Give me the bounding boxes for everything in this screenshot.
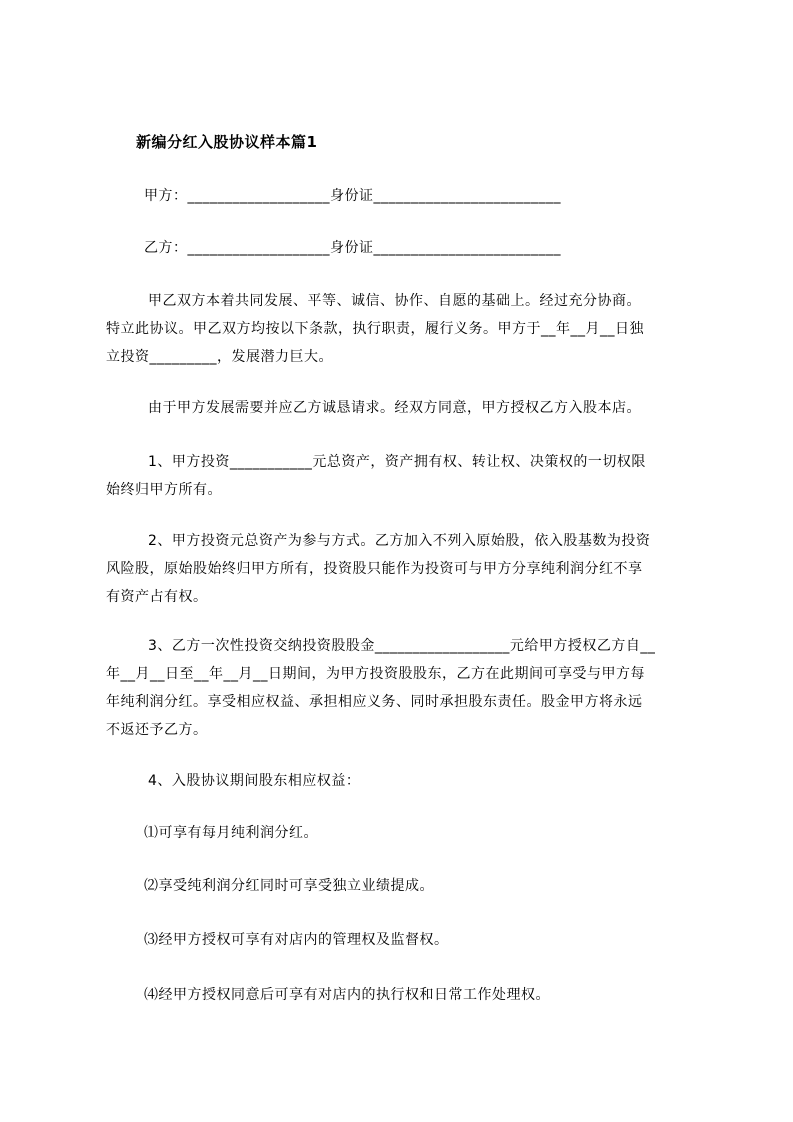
right-2: ⑵享受纯利润分红同时可享受独立业绩提成。 xyxy=(144,878,434,894)
authorization-paragraph xyxy=(106,394,701,422)
right-1: ⑴可享有每月纯利润分红。 xyxy=(144,825,318,841)
party-a-line: 甲方：___________________身份证_________________________ xyxy=(144,188,561,204)
clause-1 xyxy=(106,448,701,504)
authorization-line: 由于甲方发展需要并应乙方诚恳请求。经双方同意，甲方授权乙方入股本店。 xyxy=(148,400,641,416)
document-title: 新编分红入股协议样本篇1 xyxy=(136,133,318,151)
clause-3-line-4: 不返还予乙方。 xyxy=(106,722,208,738)
intro-paragraph xyxy=(106,287,701,371)
clause-2-line-1: 2、甲方投资元总资产为参与方式。乙方加入不列入原始股，依入股基数为投资 xyxy=(148,533,651,549)
intro-line-3: 立投资_________，发展潜力巨大。 xyxy=(106,349,333,365)
clause-2-line-3: 有资产占有权。 xyxy=(106,589,208,605)
clause-3-line-2: 年__月__日至__年__月__日期间，为甲方投资股股东，乙方在此期间可享受与甲方每 xyxy=(106,666,645,682)
right-4: ⑷经甲方授权同意后可享有对店内的执行权和日常工作处理权。 xyxy=(144,987,550,1003)
clause-1-line-2: 始终归甲方所有。 xyxy=(106,482,222,498)
clause-3-line-1: 3、乙方一次性投资交纳投资股股金__________________元给甲方授权乙方自__ xyxy=(148,638,656,654)
clause-2 xyxy=(106,527,701,611)
clause-3 xyxy=(106,632,701,744)
intro-line-1: 甲乙双方本着共同发展、平等、诚信、协作、自愿的基础上。经过充分协商。 xyxy=(148,293,641,309)
clause-4-heading: 4、入股协议期间股东相应权益： xyxy=(148,773,361,789)
clause-3-line-3: 年纯利润分红。享受相应权益、承担相应义务、同时承担股东责任。股金甲方将永远 xyxy=(106,694,643,710)
party-b-line: 乙方：___________________身份证_________________________ xyxy=(144,240,561,256)
right-3: ⑶经甲方授权可享有对店内的管理权及监督权。 xyxy=(144,932,449,948)
clause-2-line-2: 风险股，原始股始终归甲方所有，投资股只能作为投资可与甲方分享纯利润分红不享 xyxy=(106,561,643,577)
intro-line-2: 特立此协议。甲乙双方均按以下条款，执行职责，履行义务。甲方于__年__月__日独 xyxy=(106,321,644,337)
clause-1-line-1: 1、甲方投资___________元总资产，资产拥有权、转让权、决策权的一切权限 xyxy=(148,454,646,470)
